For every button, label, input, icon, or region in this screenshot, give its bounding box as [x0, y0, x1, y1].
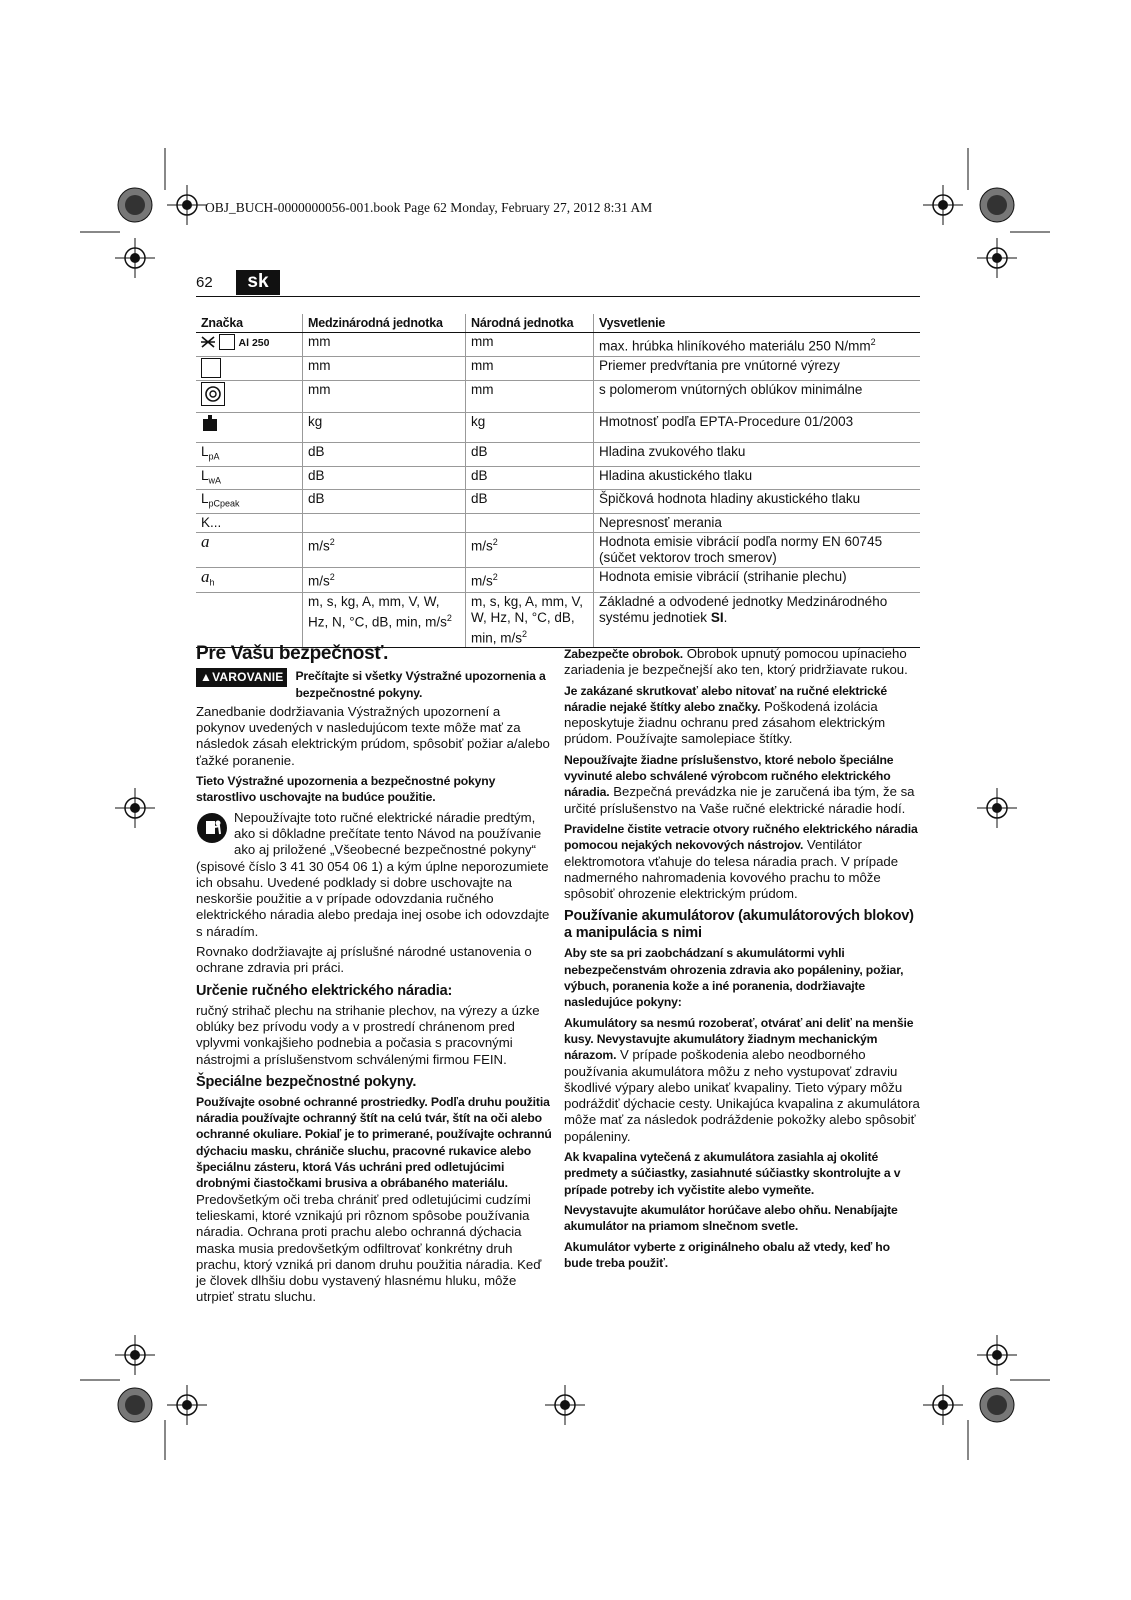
- weight-icon: [201, 414, 219, 432]
- paragraph: Zabezpečte obrobok. Obrobok upnutý pomocou upínacieho zariadenia je bezpečnejší ako ten, ktorý pridržiavate rukou.: [564, 646, 908, 678]
- table-row: $L_{pCpeak}$ dB dB Špičková hodnota hladiny akustického tlaku: [196, 490, 920, 514]
- paragraph: Aby ste sa pri zaobchádzaní s akumulátormi vyhli nebezpečenstvám ohrozenia zdravia ako popáleniny, požiar, výbuch, poranenia kože a iné poranenia, dodržiavajte nasledujúce pokyny:: [564, 946, 904, 1010]
- warning-badge: ▲VAROVANIE: [196, 668, 287, 686]
- paragraph: Zanedbanie dodržiavania Výstražných upozornení a pokynov uvedených v nasledujúcom texte môže mať za následok zásah elektrickým prúdom, spôsobiť požiar a/alebo ťažké poranenie.: [196, 703, 550, 768]
- col-national: Národná jednotka: [466, 314, 594, 333]
- table-row: K... Nepresnosť merania: [196, 514, 920, 533]
- paragraph: Nevystavujte akumulátor horúčave alebo ohňu. Nenabíjajte akumulátor na priamom slnečnom svetle.: [564, 1202, 898, 1234]
- language-badge: sk: [236, 270, 280, 295]
- book-header: OBJ_BUCH-0000000056-001.book Page 62 Monday, February 27, 2012 8:31 AM: [205, 200, 653, 215]
- paragraph: Akumulátor vyberte z originálneho obalu až vtedy, keď ho bude treba použiť.: [564, 1239, 890, 1270]
- cut-icon: [201, 335, 215, 349]
- section-heading: Špeciálne bezpečnostné pokyny.: [196, 1073, 417, 1090]
- warning-block: [196, 668, 552, 701]
- left-column: [196, 643, 552, 1310]
- paragraph: Ak kvapalina vytečená z akumulátora zasiahla aj okolité predmety a súčiastky, zasiahnuté súčiastky skontrolujte a v prípade potreby ich vyčistite alebo vymeňte.: [564, 1150, 901, 1197]
- paragraph: Akumulátory sa nesmú rozoberať, otvárať ani deliť na menšie kusy. Nevystavujte akumulátory žiadnym mechanickým nárazom. V prípade poškodenia alebo neodborného používania akumulátora môžu z neho vystupovať zdraviu škodlivé výpary alebo unikať kvapaliny. Tieto výpary môžu podráždiť dýchacie cesty. Unikajúca kvapalina z akumulátora môže mať za následok podráždenie pokožky alebo spôsobiť popáleniny.: [564, 1015, 920, 1144]
- section-heading: Určenie ručného elektrického náradia:: [196, 982, 453, 999]
- paragraph: Rovnako dodržiavajte aj príslušné národné ustanovenia o ochrane zdravia pri práci.: [196, 944, 532, 976]
- paragraph: Nepoužívajte žiadne príslušenstvo, ktoré nebolo špeciálne vyvinuté alebo schválené výrobcom ručného elektrického náradia. Bezpečná prevádzka nie je zaručená iba tým, že sa určité príslušenstvo na Vaše ručné elektrické náradie hodí.: [564, 752, 915, 816]
- table-row: Al 250 mm mm max. hrúbka hliníkového materiálu 250 $N/mm^2$: [196, 333, 920, 357]
- section-title: Pre Vašu bezpečnosť.: [196, 643, 389, 664]
- table-row: mm mm s polomerom vnútorných oblúkov minimálne: [196, 381, 920, 413]
- paragraph: Používajte osobné ochranné prostriedky. Podľa druhu použitia náradia používajte ochranný štít na celú tvár, štít na oči alebo ochranné okuliare. Pokiaľ je to primerané, používajte ochrannú dýchaciu masku, chrániče sluchu, pracovné rukavice alebo špeciálnu zásteru, ktorá Vás uchráni pred odletujúcimi drobnými čiastočkami brusiva a obrábaného materiálu. Predovšetkým oči treba chrániť pred odletujúcimi cudzími telieskami, ktoré vznikajú pri rôznom spôsobe používania náradia. Ochrana proti prachu alebo ochranná dýchacia maska musia predovšetkým odfiltrovať konkrétny druh prachu, ktorý vzniká pri danom druhu použitia náradia. Keď je človek dlhšiu dobu vystavený hlasnému hluku, môže utrpieť stratu sluchu.: [196, 1094, 552, 1305]
- table-row: $L_{wA}$ dB dB Hladina akustického tlaku: [196, 466, 920, 490]
- table-row: mm mm Priemer predvŕtania pre vnútorné výrezy: [196, 357, 920, 381]
- paragraph: Je zakázané skrutkovať alebo nitovať na ručné elektrické náradie nejaké štítky alebo značky. Poškodená izolácia neposkytuje žiadnu ochranu pred zásahom elektrickým prúdom. Používajte samolepiace štítky.: [564, 683, 888, 747]
- col-desc: Vysvetlenie: [594, 314, 921, 333]
- curve-radius-icon: [201, 382, 225, 406]
- page-number: 62: [196, 274, 213, 291]
- warning-triangle-icon: ▲: [200, 670, 213, 685]
- symbol-aluminium: Al 250: [196, 333, 303, 357]
- col-intl: Medzinárodná jednotka: [303, 314, 466, 333]
- paragraph: ručný strihač plechu na strihanie plechov, na výrezy a úzke oblúky bez prívodu vody a v prostredí chránenom pred vplyvmi vonkajšieho podnebia a počasia s pracovnými nástrojmi a príslušenstvom schválenými firmou FEIN.: [196, 1002, 540, 1067]
- table-row: $a_h$ $m/s^2$ $m/s^2$ Hodnota emisie vibrácií (strihanie plechu): [196, 568, 920, 593]
- warning-text: Prečítajte si všetky Výstražné upozornenia a bezpečnostné pokyny.: [295, 669, 546, 700]
- pre-drill-icon: [201, 358, 221, 378]
- paragraph: Tieto Výstražné upozornenia a bezpečnostné pokyny starostlivo uschovajte na budúce použitie.: [196, 774, 496, 805]
- right-column: [564, 646, 920, 1275]
- paragraph: Pravidelne čistite vetracie otvory ručného elektrického náradia pomocou nejakých nekovových nástrojov. Ventilátor elektromotora vťahuje do telesa náradia prach. V prípade nadmerného nahromadenia kovového prachu to môže spôsobiť ohrozenie elektrickým prúdom.: [564, 821, 918, 902]
- table-row: m, s, kg, A, mm, V, W, Hz, N, °C, dB, min, $m/s^2$ m, s, kg, A, mm, V, W, Hz, N, °C, dB, min, $m/s^2$ Základné a odvodené jednotky Medzinárodného systému jednotiek SI.: [196, 592, 920, 648]
- header-rule: [196, 296, 920, 297]
- table-row: kg kg Hmotnosť podľa EPTA-Procedure 01/2003: [196, 413, 920, 443]
- paragraph: Nepoužívajte toto ručné elektrické náradie predtým, ako si dôkladne prečítate tento Návod na používanie ako aj priložené „Všeobecné bezpečnostné pokyny“ (spisové číslo 3 41 30 054 06 1) a kým úplne neporozumiete ich obsahu. Uvedené podklady si dobre uschovajte na neskoršie použitie a v prípade odovzdania ručného elektrického náradia alebo predaja inej osobe ich odovzdajte s náradím.: [196, 809, 550, 939]
- units-table: [196, 314, 920, 648]
- table-row: a $m/s^2$ $m/s^2$ Hodnota emisie vibrácií podľa normy EN 60745 (súčet vektorov troch smerov): [196, 533, 920, 568]
- col-symbol: Značka: [196, 314, 303, 333]
- section-heading: Používanie akumulátorov (akumulátorových blokov) a manipulácia s nimi: [564, 908, 914, 942]
- read-manual-icon: [196, 812, 228, 844]
- table-row: $L_{pA}$ dB dB Hladina zvukového tlaku: [196, 443, 920, 467]
- material-icon: [219, 334, 235, 350]
